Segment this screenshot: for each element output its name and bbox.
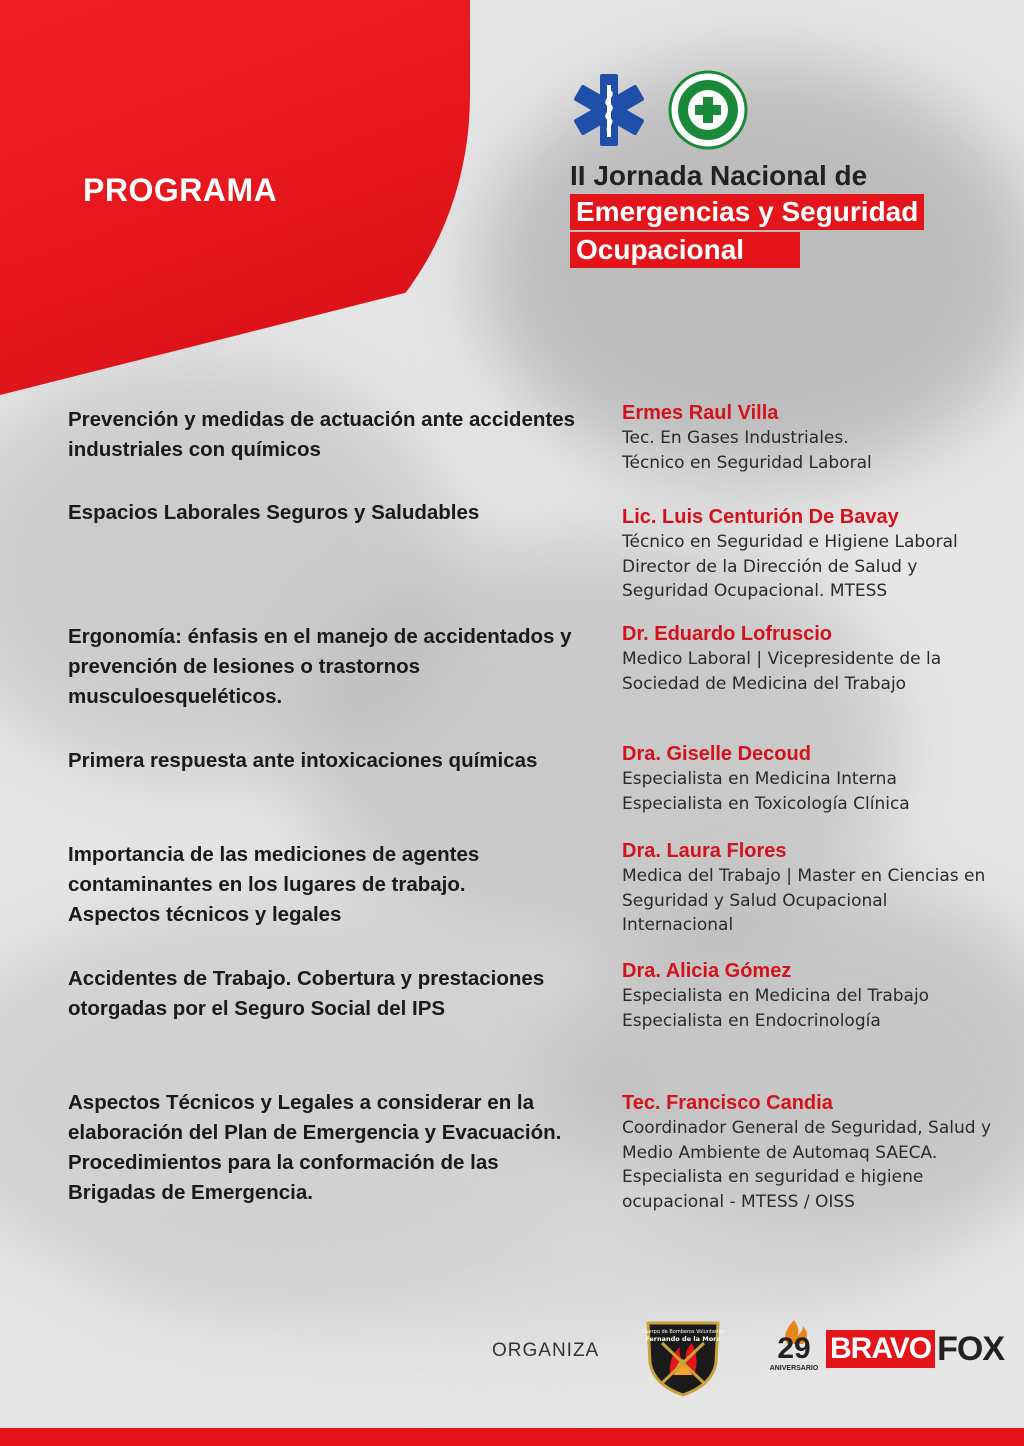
speaker-description: Técnico en Seguridad e Higiene Laboral Director de la Dirección de Salud y Seguridad Ocupacional. MTESS [622, 532, 958, 601]
header-logos [570, 70, 748, 155]
anniversary-number: 29 [777, 1332, 811, 1365]
star-of-life-icon [570, 71, 648, 154]
speaker-name: Dr. Eduardo Lofruscio [622, 623, 833, 645]
speaker-description: Especialista en Medicina del Trabajo Especialista en Endocrinología [622, 986, 930, 1031]
speaker-description: Medica del Trabajo | Master en Ciencias en Seguridad y Salud Ocupacional Internacional [622, 866, 986, 935]
title-line-3: Ocupacional [570, 232, 800, 268]
speaker-7 [622, 1090, 1002, 1214]
speaker-description: Medico Laboral | Vicepresidente de la Sociedad de Medicina del Trabajo [622, 649, 942, 694]
title-line-2: Emergencias y Seguridad [570, 194, 924, 230]
speaker-1 [622, 400, 1002, 475]
footer-red-bar [0, 1428, 1024, 1446]
speaker-6 [622, 958, 1002, 1033]
bravofox-logo [826, 1330, 1004, 1368]
speaker-description: Tec. En Gases Industriales. Técnico en Seguridad Laboral [622, 428, 872, 473]
speaker-2 [622, 504, 1002, 604]
speaker-3 [622, 621, 1002, 696]
topic-6: Accidentes de Trabajo. Cobertura y prestaciones otorgadas por el Seguro Social del IPS [68, 967, 545, 1020]
speaker-description: Especialista en Medicina Interna Especialista en Toxicología Clínica [622, 769, 910, 814]
speaker-name: Ermes Raul Villa [622, 402, 779, 424]
topic-2: Espacios Laborales Seguros y Saludables [68, 501, 480, 524]
brand-part-1: BRAVO [826, 1330, 935, 1368]
section-title: PROGRAMA [83, 172, 278, 208]
speaker-name: Dra. Giselle Decoud [622, 743, 811, 765]
anniversary-label: ANIVERSARIO [769, 1365, 819, 1372]
safety-cross-seal-icon [668, 70, 748, 155]
event-title [570, 160, 924, 268]
speaker-name: Dra. Alicia Gómez [622, 960, 792, 982]
speaker-description: Coordinador General de Seguridad, Salud y Medio Ambiente de Automaq SAECA. Especialista en seguridad e higiene ocupacional - MTESS / OISS [622, 1118, 992, 1212]
brand-part-2: FOX [937, 1330, 1005, 1368]
topic-5: Importancia de las mediciones de agentes contaminantes en los lugares de trabajo. Aspectos técnicos y legales [68, 843, 480, 926]
topic-4: Primera respuesta ante intoxicaciones químicas [68, 749, 538, 772]
anniversary-badge [763, 1318, 825, 1379]
speaker-4 [622, 741, 1002, 816]
topic-3: Ergonomía: énfasis en el manejo de accidentados y prevención de lesiones o trastornos musculoesqueléticos. [68, 625, 572, 708]
crest-text-name: Fernando de la Mora [645, 1335, 721, 1343]
title-line-1: II Jornada Nacional de [570, 160, 868, 191]
firefighters-crest-icon [640, 1313, 726, 1404]
topic-7: Aspectos Técnicos y Legales a considerar en la elaboración del Plan de Emergencia y Evacuación. Procedimientos para la conformación de las Brigadas de Emergencia. [68, 1091, 562, 1204]
speaker-name: Lic. Luis Centurión De Bavay [622, 506, 899, 528]
organiza-label: ORGANIZA [492, 1340, 600, 1361]
crest-text-top: Cuerpo de Bomberos Voluntarios [641, 1329, 725, 1335]
speaker-5 [622, 838, 1002, 938]
speaker-name: Tec. Francisco Candia [622, 1092, 833, 1114]
topic-1: Prevención y medidas de actuación ante accidentes industriales con químicos [68, 408, 576, 461]
speaker-name: Dra. Laura Flores [622, 840, 787, 862]
